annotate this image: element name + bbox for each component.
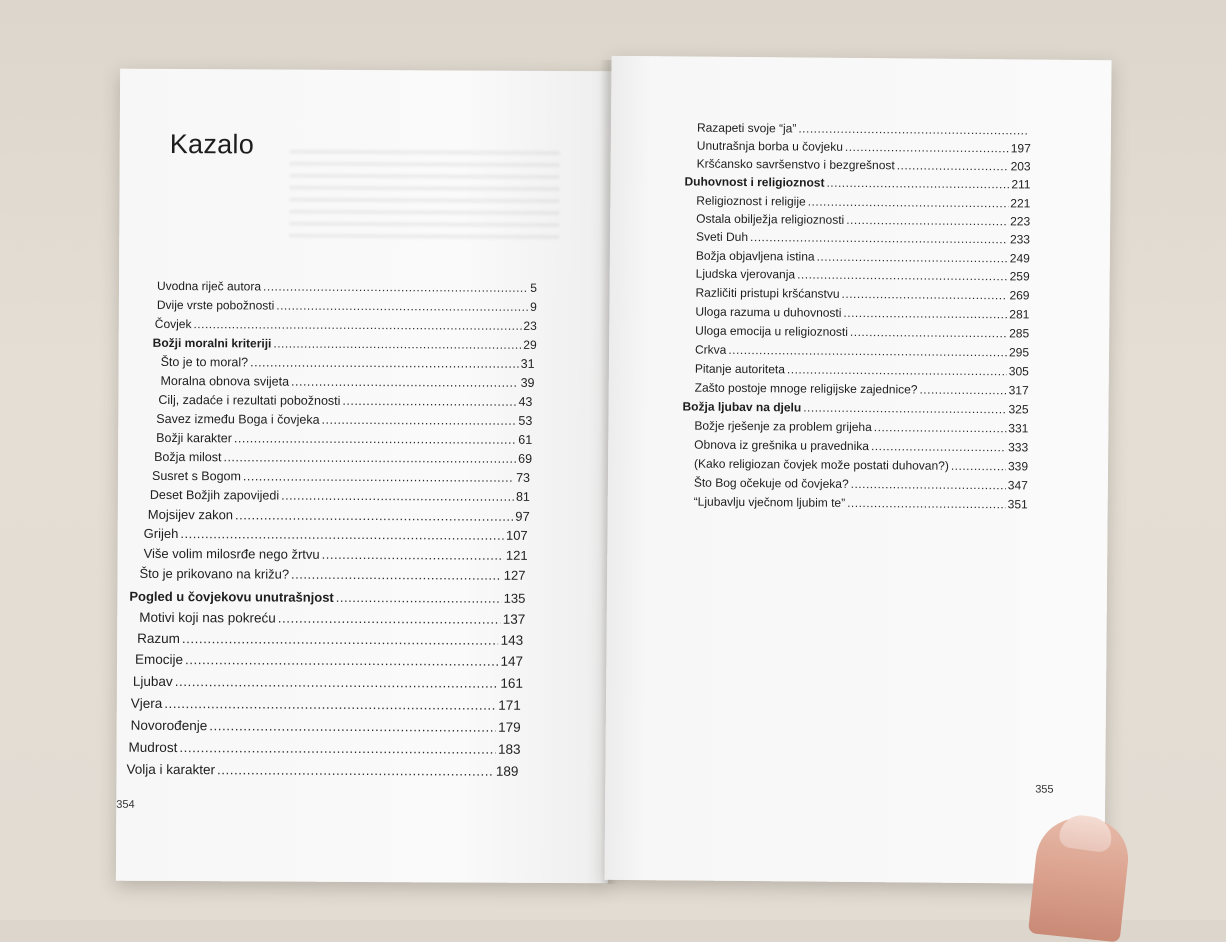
toc-entry <box>694 438 1028 455</box>
toc-entry <box>696 212 1030 229</box>
toc-entry <box>696 249 1030 266</box>
toc-entry-title: Božja ljubav na djelu <box>682 399 802 415</box>
toc-entry <box>156 431 532 447</box>
toc-entry <box>150 488 530 504</box>
dot-leader <box>223 450 516 466</box>
toc-entry-title: Obnova iz grešnika u pravednika <box>694 437 870 454</box>
toc-entry-title: Kršćansko savršenstvo i bezgrešnost <box>696 156 895 173</box>
toc-entry-page: 53 <box>518 413 533 428</box>
toc-entry-title: (Kako religiozan čovjek može postati duhovan?) <box>693 456 949 473</box>
toc-entry <box>684 174 1030 191</box>
toc-entry-title: Božje rješenje za problem grijeha <box>694 418 872 435</box>
dot-leader <box>750 230 1008 246</box>
dot-leader <box>193 317 521 333</box>
toc-entry-title: Unutrašnja borba u čovjeku <box>696 138 843 154</box>
toc-entry <box>158 393 532 409</box>
dot-leader <box>874 420 1007 435</box>
toc-entry-page: 161 <box>500 675 523 691</box>
toc-entry <box>152 469 530 485</box>
toc-entry-page: 127 <box>503 567 526 583</box>
toc-entry <box>694 419 1028 436</box>
toc-entry <box>695 362 1029 379</box>
toc-entry-title: Ljubav <box>132 673 173 690</box>
toc-entry <box>133 674 523 691</box>
toc-entry-page: 121 <box>505 547 528 563</box>
toc-entry <box>157 279 537 295</box>
toc-entry <box>695 324 1029 341</box>
toc-entry <box>156 412 532 428</box>
toc-entry-page: 233 <box>1009 232 1031 247</box>
dot-leader <box>234 431 516 446</box>
toc-entry-page: 249 <box>1009 251 1030 266</box>
toc-entry <box>682 399 1028 416</box>
toc-entry-title: Sveti Duh <box>695 229 749 245</box>
toc-entry <box>129 589 525 606</box>
toc-entry-page: 61 <box>518 432 533 447</box>
toc-entry-page: 259 <box>1009 269 1030 284</box>
toc-entry-page: 197 <box>1010 141 1031 156</box>
toc-entry-page: 73 <box>516 470 531 485</box>
toc-entry-page: 43 <box>518 394 533 409</box>
toc-entry-title: Vjera <box>130 695 163 711</box>
toc-entry-title: Uvodna riječ autora <box>156 278 262 294</box>
toc-entry <box>695 381 1029 398</box>
toc-entry <box>696 230 1030 247</box>
dot-leader <box>817 250 1008 266</box>
toc-entry <box>131 696 521 713</box>
toc-entry-title: Ostala obilježja religioznosti <box>696 211 845 227</box>
dot-leader <box>808 195 1009 211</box>
toc-entry-page: 29 <box>523 337 537 352</box>
toc-entry-title: Razum <box>137 630 180 647</box>
toc-entry-title: Motivi koji nas pokreću <box>139 609 276 626</box>
toc-entry <box>131 718 521 735</box>
toc-entry-page: 317 <box>1008 383 1029 398</box>
toc-entry-title: Ljudska vjerovanja <box>695 266 796 282</box>
toc-entry-page: 325 <box>1008 402 1029 417</box>
dot-leader <box>826 176 1009 192</box>
dot-leader <box>235 507 513 523</box>
toc-entry-title: Božji karakter <box>156 430 232 446</box>
toc-entry <box>695 305 1029 322</box>
toc-entry-title: Razapeti svoje “ja” <box>696 120 797 136</box>
toc-entry-title: Pogled u čovjekovu unutrašnjost <box>129 588 334 605</box>
toc-entry <box>137 631 523 648</box>
toc-entry-page: 31 <box>520 356 535 371</box>
right-page <box>604 56 1111 884</box>
dot-leader <box>845 140 1009 155</box>
toc-entry <box>126 762 518 779</box>
dot-leader <box>842 287 1008 302</box>
toc-entry-page: 351 <box>1007 497 1028 512</box>
toc-entry-page: 143 <box>500 632 524 648</box>
toc-entry-title: Uloga emocija u religioznosti <box>695 323 849 339</box>
toc-entry-page: 137 <box>502 611 526 627</box>
toc-entry-page: 203 <box>1010 159 1031 174</box>
toc-entry-title: Emocije <box>134 651 184 668</box>
dot-leader <box>291 375 519 390</box>
toc-entry-title: Božji moralni kriteriji <box>152 335 272 351</box>
page-number-right: 355 <box>1035 783 1054 796</box>
toc-entry <box>144 546 528 563</box>
page-title: Kazalo <box>169 128 255 160</box>
dot-leader <box>850 325 1007 340</box>
dot-leader <box>847 496 1006 511</box>
toc-entry-page: 331 <box>1008 421 1029 436</box>
toc-entry-page: 9 <box>530 299 537 314</box>
toc-entry-title: Što Bog očekuje od čovjeka? <box>693 475 849 491</box>
toc-entry-title: Pitanje autoriteta <box>694 361 785 377</box>
dot-leader <box>164 696 496 713</box>
dot-leader <box>846 213 1008 228</box>
toc-entry-title: Uloga razuma u duhovnosti <box>695 304 842 320</box>
dot-leader <box>182 631 499 648</box>
dot-leader <box>322 413 517 428</box>
toc-entry-title: Duhovnost i religioznost <box>684 174 825 190</box>
toc-entry <box>129 740 521 757</box>
toc-entry-page: 39 <box>520 375 535 390</box>
toc-entry-page: 97 <box>515 508 530 524</box>
toc-entry-page: 171 <box>498 697 521 713</box>
toc-entry-title: Religioznost i religije <box>696 193 806 209</box>
dot-leader <box>217 762 494 778</box>
toc-entry <box>694 495 1028 512</box>
show-through-text <box>289 150 559 241</box>
dot-leader <box>843 306 1007 321</box>
toc-entry-page: 211 <box>1011 177 1031 192</box>
dot-leader <box>322 547 504 563</box>
toc-entry-title: Novorođenje <box>130 717 208 734</box>
toc-entry-page: 5 <box>530 280 538 295</box>
toc-entry-page: 69 <box>518 451 533 466</box>
toc-entry <box>697 157 1031 174</box>
toc-entry <box>694 476 1028 493</box>
toc-entry <box>157 298 537 314</box>
toc-entry-title: Što je prikovano na križu? <box>139 565 290 582</box>
toc-entry-page: 221 <box>1010 196 1031 211</box>
toc-entry-page: 223 <box>1010 214 1031 229</box>
toc-entry-page: 333 <box>1008 440 1029 455</box>
dot-leader <box>851 477 1006 492</box>
toc-entry <box>697 139 1031 156</box>
toc-entry <box>695 343 1029 360</box>
dot-leader <box>250 355 519 370</box>
toc-entry-page: 179 <box>498 719 521 735</box>
page-number-left: 354 <box>116 798 135 811</box>
toc-entry-page: 183 <box>498 741 521 757</box>
toc-entry-page: 305 <box>1008 364 1029 379</box>
toc-entry-title: Moralna obnova svijeta <box>160 373 290 389</box>
toc-entry-page: 285 <box>1009 326 1030 341</box>
dot-leader <box>897 158 1009 173</box>
toc-entry-title: Božja objavljena istina <box>695 248 815 264</box>
dot-leader <box>797 267 1008 283</box>
dot-leader <box>728 343 1007 359</box>
dot-leader <box>291 567 502 583</box>
toc-entry <box>139 566 525 583</box>
toc-entry-page: 281 <box>1009 307 1030 322</box>
toc-entry-page: 189 <box>495 763 519 779</box>
toc-entry-title: Različiti pristupi kršćanstvu <box>695 285 840 301</box>
dot-leader <box>209 718 496 735</box>
toc-entry-page: 23 <box>523 318 537 333</box>
dot-leader <box>278 611 501 627</box>
toc-entry-title: Cilj, zadaće i rezultati pobožnosti <box>158 392 341 408</box>
toc-entry-title: Čovjek <box>154 316 192 332</box>
toc-entry <box>696 194 1030 211</box>
toc-entry-title: Volja i karakter <box>126 761 216 778</box>
dot-leader <box>185 652 499 669</box>
toc-entry-page: 347 <box>1007 478 1028 493</box>
toc-entry-title: Mojsijev zakon <box>147 506 234 523</box>
toc-entry-title: Što je to moral? <box>160 354 249 370</box>
dot-leader <box>951 459 1006 473</box>
toc-entry <box>148 507 530 524</box>
dot-leader <box>263 279 528 294</box>
toc-entry-page: 107 <box>505 527 528 543</box>
dot-leader <box>803 401 1006 417</box>
toc-entry <box>697 121 1031 138</box>
toc-entry <box>161 355 535 371</box>
toc-entry <box>153 336 537 352</box>
dot-leader <box>180 526 504 543</box>
dot-leader <box>273 337 521 352</box>
toc-entry-title: Mudrost <box>128 739 178 756</box>
dot-leader <box>919 383 1006 398</box>
dot-leader <box>281 489 514 504</box>
toc-entry-title: Više volim milosrđe nego žrtvu <box>143 545 320 562</box>
toc-entry <box>695 286 1029 303</box>
toc-entry-title: Dvije vrste pobožnosti <box>156 297 275 313</box>
toc-entry-title: Deset Božjih zapovijedi <box>149 487 280 503</box>
toc-entry <box>155 317 537 333</box>
toc-entry-title: Susret s Bogom <box>151 468 241 484</box>
toc-entry-page: 269 <box>1009 288 1030 303</box>
dot-leader <box>342 394 516 409</box>
toc-entry <box>144 526 528 543</box>
toc-entry-page: 295 <box>1008 345 1030 360</box>
toc-entry <box>154 450 532 466</box>
toc-entry-page: 147 <box>500 653 524 669</box>
toc-entry <box>160 374 534 390</box>
toc-entry-page: 135 <box>503 590 526 606</box>
toc-entry-page: 81 <box>515 489 530 504</box>
toc-entry-title: Grijeh <box>143 525 179 542</box>
dot-leader <box>179 740 496 757</box>
left-page <box>116 69 612 884</box>
toc-entry <box>139 610 525 627</box>
dot-leader <box>175 674 499 691</box>
dot-leader <box>276 299 528 314</box>
toc-entry <box>696 267 1030 284</box>
toc-entry-title: Zašto postoje mnoge religijske zajednice? <box>694 380 918 397</box>
dot-leader <box>871 439 1006 454</box>
dot-leader <box>787 362 1007 378</box>
toc-entry-title: Savez između Boga i čovjeka <box>156 411 320 427</box>
toc-entry <box>694 457 1028 474</box>
dot-leader <box>798 121 1029 137</box>
toc-entry-title: Crkva <box>694 342 727 357</box>
toc-entry-page: 339 <box>1007 459 1029 474</box>
dot-leader <box>243 469 514 484</box>
toc-entry-title: “Ljubavlju vječnom ljubim te” <box>693 494 846 510</box>
dot-leader <box>336 590 502 606</box>
toc-entry-title: Božja milost <box>154 449 222 465</box>
toc-entry <box>135 652 523 669</box>
